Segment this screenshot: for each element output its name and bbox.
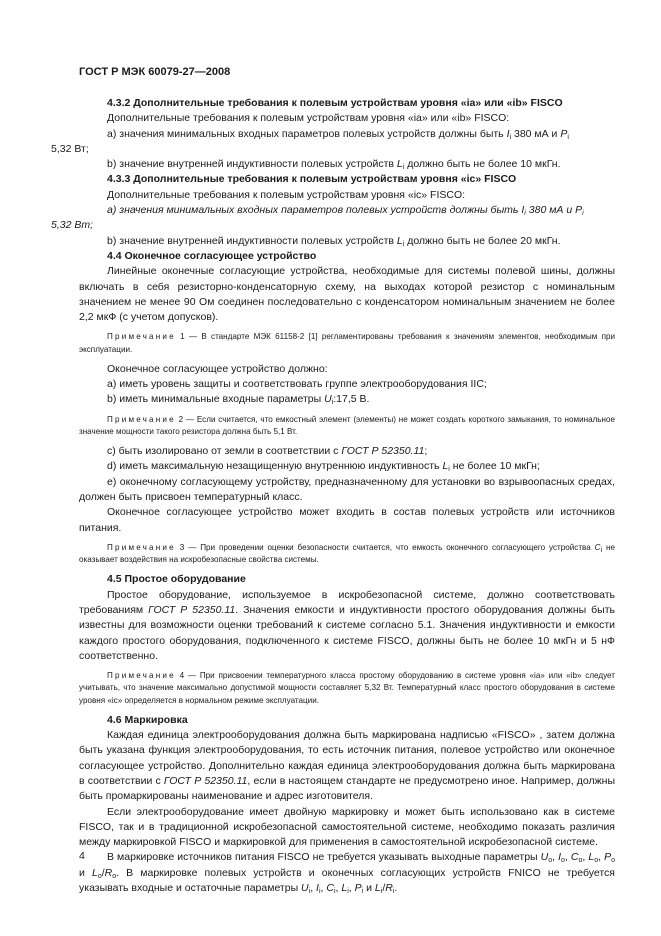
section-4-4-item-b: b) иметь минимальные входные параметры $U_i:17,5$ В. xyxy=(107,393,370,407)
page-number: 4 xyxy=(79,850,85,862)
note-1: Примечание 1 — В стандарте МЭК 61158-2 [1] регламентированы требования к значениям элементов, необходимым при эксплуатации. xyxy=(79,332,615,354)
section-4-4-paragraph-2: Оконечное согласующее устройство должно: xyxy=(107,362,328,375)
section-4-6-paragraph-3: В маркировке источников питания FISCO не требуется указывать выходные параметры $U_o$, $I_o$, $C_o$, $L_o$, $P_o$ и $L_o/R_o$. В маркировке полевых устройств и оконечных согласующих устройств FNICO не требуется указывать входные и остаточные параметры $U_i$, $I_i$, $C_i$, $L_i$, $P_i$ и $L_i/R_i$. xyxy=(79,851,615,895)
section-4-6-paragraph-1: Каждая единица электрооборудования должна быть маркирована надписью «FISCO» , затем должна быть указана функция электрооборудования, то есть источник питания, полевое устройство или оконечное согласующее устройство. Дополнительно каждая единица электрооборудования должна быть маркирована в соответствии с ГОСТ Р 52350.11, если в настоящем стандарте не предусмотрено иное. Например, должны быть промаркированы наименование и адрес изготовителя. xyxy=(79,729,616,803)
section-4-3-2-item-a: а) значения минимальных входных параметров полевых устройств должны быть $I_i$ 380 мА и $P_i$ 5,32 Вт; xyxy=(51,127,569,155)
document-body xyxy=(51,96,616,896)
section-4-3-2-intro: Дополнительные требования к полевым устройствам уровня «ia» или «ib» FISCO: xyxy=(107,112,510,125)
section-4-4-item-a: а) иметь уровень защиты и соответствовать группе электрооборудования IIC; xyxy=(107,378,487,391)
section-4-4-paragraph-1: Линейные оконечные согласующие устройства, необходимые для системы полевой шины, должны включать в себя резисторно-конденсаторную схему, на выходах которой резистор с номинальным значением не менее 90 Ом соединен последовательно с конденсатором номинальным значением не более 2,2 мкФ (с учетом допусков). xyxy=(79,265,615,324)
section-4-5-paragraph-1: Простое оборудование, используемое в искробезопасной системе, должно соответствовать требованиям ГОСТ Р 52350.11. Значения емкости и индуктивности простого оборудования должны быть известны для возможности оценки требований к системе согласно 5.1. Значения индуктивности и емкости каждого простого оборудования, подключенного к системе FISCO, должны быть не более 10 мкГн и 5 нФ соответственно. xyxy=(79,588,615,662)
section-4-3-3-intro: Дополнительные требования к полевым устройствам уровня «ic» FISCO: xyxy=(107,188,466,201)
note-2: Примечание 2 — Если считается, что емкостный элемент (элементы) не может создать короткого замыкания, то номинальное значение мощности такого резистора должна быть 5,1 Вт. xyxy=(79,414,615,436)
section-4-4-item-d: d) иметь максимальную незащищенную внутреннюю индуктивность $L_i$ не более 10 мкГн; xyxy=(107,460,540,474)
section-4-4-paragraph-3: Оконечное согласующее устройство может входить в состав полевых устройств или источников питания. xyxy=(79,506,615,534)
section-4-3-2-item-b: b) значение внутренней индуктивности полевых устройств $L_i$ должно быть не более 10 мкГн. xyxy=(107,158,561,172)
section-4-3-3-item-b: b) значение внутренней индуктивности полевых устройств $L_i$ должно быть не более 20 мкГн. xyxy=(107,234,561,248)
section-4-3-3-heading: 4.3.3 Дополнительные требования к полевым устройствам уровня «ic» FISCO xyxy=(107,173,517,186)
section-4-5-heading: 4.5 Простое оборудование xyxy=(107,573,246,586)
note-4: Примечание 4 — При присвоении температурного класса простому оборудованию в системе уровня «ia» или «ib» следует учитывать, что значение максимально допустимой мощности составляет 5,32 Вт. Температурный класс простого оборудования в системе уровня «ic» определяется в нормальном режиме эксплуатации. xyxy=(79,671,615,705)
document-header: ГОСТ Р МЭК 60079-27—2008 xyxy=(79,66,231,78)
section-4-3-2-heading: 4.3.2 Дополнительные требования к полевым устройствам уровня «ia» или «ib» FISCO xyxy=(107,97,563,109)
section-4-3-3-item-a: а) значения минимальных входных параметров полевых устройств должны быть $I_i$ 380 мА и $P_i$ 5,32 Вт; xyxy=(51,204,584,232)
note-3: Примечание 3 — При проведении оценки безопасности считается, что емкость оконечного согласующего устройства $C_i$ не оказывает воздействия на искробезопасные свойства системы. xyxy=(79,542,615,565)
section-4-4-item-e: е) оконечному согласующему устройству, предназначенному для установки во взрывоопасных средах, должен быть присвоен температурный класс. xyxy=(79,475,615,504)
section-4-4-heading: 4.4 Оконечное согласующее устройство xyxy=(107,249,317,262)
section-4-6-heading: 4.6 Маркировка xyxy=(107,713,188,726)
section-4-4-item-c: с) быть изолировано от земли в соответствии с ГОСТ Р 52350.11; xyxy=(107,445,428,458)
section-4-6-paragraph-2: Если электрооборудование имеет двойную маркировку и может быть использовано как в системе FISCO, так и в традиционной искробезопасной самостоятельной системе, необходимо показать различия между маркировкой FISCO и маркировкой для применения в самостоятельной искробезопасной системе. xyxy=(79,805,615,849)
